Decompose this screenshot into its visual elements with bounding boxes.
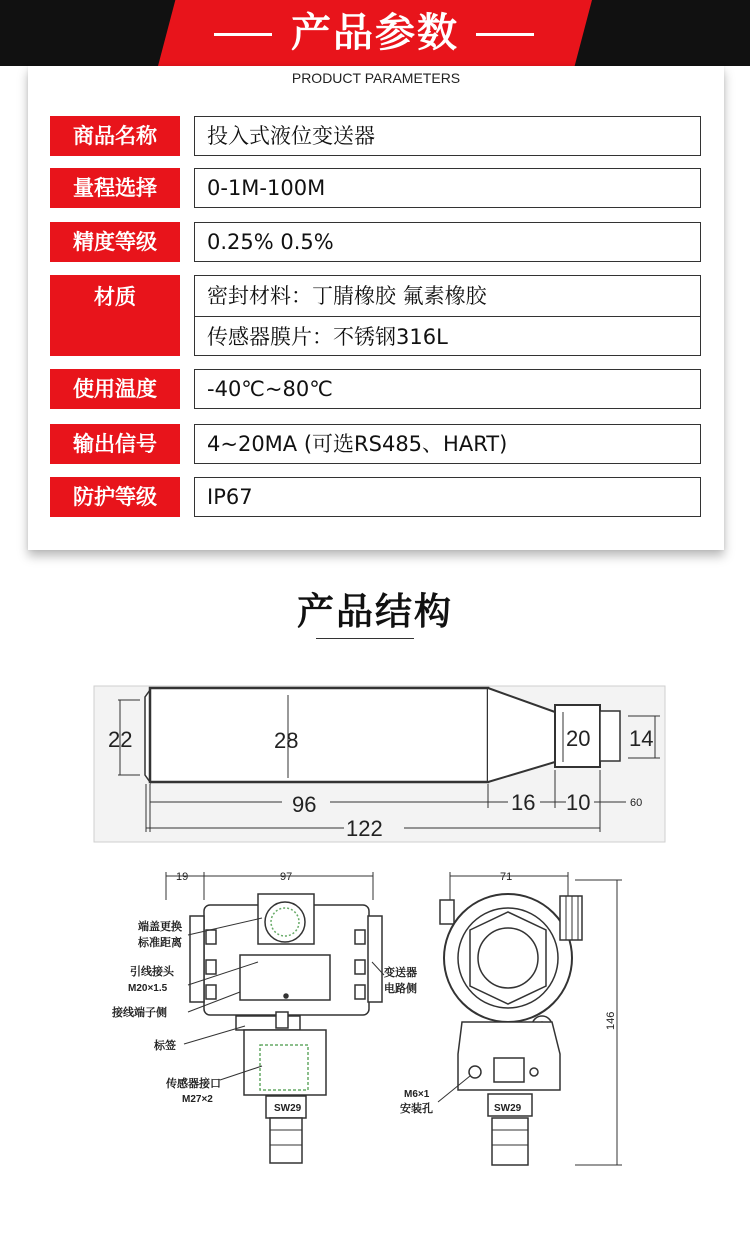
param-value-accuracy: 0.25% 0.5% (194, 222, 701, 262)
page-title: 产品参数 (291, 10, 459, 56)
dim-19: 19 (176, 871, 189, 883)
dim-146: 146 (605, 1011, 617, 1030)
param-value-protection: IP67 (194, 477, 701, 517)
dim-71: 71 (500, 871, 513, 883)
label-sensor-1: 传感器接口 (166, 1078, 221, 1090)
dim-14: 14 (629, 726, 654, 751)
material-seal-line: 密封材料：丁腈橡胶 氟素橡胶 (207, 284, 487, 308)
dim-96: 96 (292, 792, 317, 817)
param-label-output: 输出信号 (50, 424, 180, 464)
label-tag: 标签 (154, 1040, 176, 1052)
label-mount-1: M6×1 (404, 1089, 430, 1100)
param-label-range: 量程选择 (50, 168, 180, 208)
label-circuit-2: 电路侧 (384, 983, 417, 995)
param-label-material: 材质 (50, 275, 180, 356)
dim-10: 10 (566, 790, 591, 815)
param-label-name: 商品名称 (50, 116, 180, 156)
housing-front-view (166, 872, 384, 1163)
housing-side-view (438, 872, 622, 1165)
param-label-temperature: 使用温度 (50, 369, 180, 409)
section-title-structure: 产品结构 (297, 590, 453, 633)
param-value-temperature: -40℃~80℃ (194, 369, 701, 409)
label-lead-1: 引线接头 (130, 966, 174, 978)
label-terminal-side: 接线端子侧 (112, 1007, 167, 1019)
dim-97: 97 (280, 871, 293, 883)
dim-20: 20 (566, 726, 591, 751)
dim-60: 60 (630, 797, 643, 809)
dim-22: 22 (108, 727, 133, 752)
dim-122: 122 (346, 816, 383, 841)
param-value-output: 4~20MA (可选RS485、HART) (194, 424, 701, 464)
label-sensor-2: M27×2 (182, 1094, 213, 1105)
dim-28: 28 (274, 728, 299, 753)
param-label-accuracy: 精度等级 (50, 222, 180, 262)
dim-16: 16 (511, 790, 536, 815)
param-label-protection: 防护等级 (50, 477, 180, 517)
label-circuit-1: 变送器 (384, 967, 417, 979)
param-value-name: 投入式液位变送器 (194, 116, 701, 156)
param-value-range: 0-1M-100M (194, 168, 701, 208)
label-end-cap-2: 标准距离 (138, 937, 182, 949)
page-subtitle: PRODUCT PARAMETERS (291, 70, 461, 86)
label-lead-2: M20×1.5 (128, 983, 168, 994)
label-end-cap-1: 端盖更换 (138, 921, 182, 933)
material-diaphragm-line: 传感器膜片：不锈钢316L (207, 325, 448, 349)
label-mount-2: 安装孔 (400, 1103, 433, 1115)
label-sw-left: SW29 (274, 1103, 302, 1114)
label-sw-right: SW29 (494, 1103, 522, 1114)
